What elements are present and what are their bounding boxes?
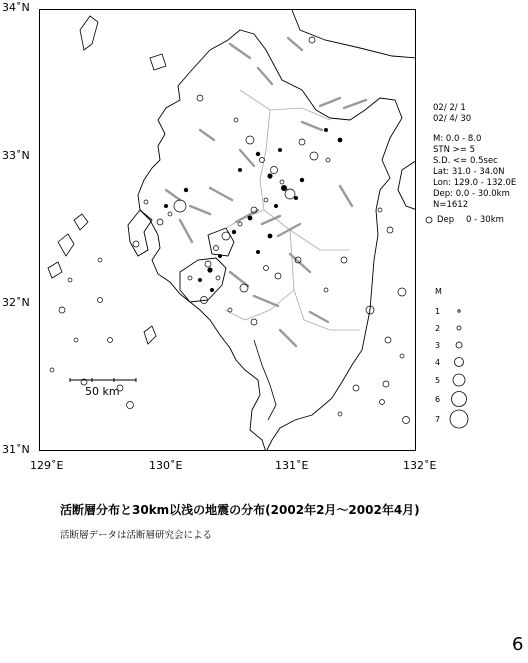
magnitude-legend-3: 3 (435, 341, 441, 350)
kyushu-coastline (138, 30, 402, 451)
goto-islands (48, 214, 88, 278)
figure-note: 活断層データは活断層研究会による (60, 530, 213, 541)
lon-label-129: 129˚E (30, 459, 64, 472)
magnitude-legend-4: 4 (435, 358, 441, 367)
info-stn: STN >= 5 (433, 145, 476, 155)
magnitude-legend-6: 6 (435, 395, 441, 404)
info-count: N=1612 (433, 200, 469, 210)
depth-legend-label: Dep (437, 215, 455, 225)
scale-bar (70, 378, 136, 382)
lat-label-34: 34˚N (2, 1, 30, 14)
koshiki-islands (144, 326, 156, 344)
lat-label-33: 33˚N (2, 149, 30, 162)
iki-island (150, 54, 166, 70)
magnitude-legend-5: 5 (435, 376, 441, 385)
lon-label-130: 130˚E (149, 459, 183, 472)
active-faults (166, 38, 366, 346)
info-dep: Dep: 0.0 - 30.0km (433, 189, 510, 199)
prefecture-borders (225, 90, 360, 330)
info-lon: Lon: 129.0 - 132.0E (433, 178, 517, 188)
tsushima-island (80, 16, 98, 50)
seismicity-map (39, 9, 416, 451)
lat-label-31: 31˚N (2, 443, 30, 456)
shimabara-peninsula (208, 228, 234, 256)
honshu-coast (292, 10, 416, 58)
depth-legend-range: 0 - 30km (466, 215, 504, 225)
magnitude-legend-2: 2 (435, 324, 441, 333)
figure-title: 活断層分布と30km以浅の地震の分布(2002年2月～2002年4月) (60, 503, 420, 517)
magnitude-legend-title: M (435, 287, 442, 296)
magnitude-legend-circles (446, 300, 476, 430)
scale-label: 50 km (85, 385, 120, 398)
lon-label-131: 131˚E (275, 459, 309, 472)
shikoku-coast (398, 160, 416, 210)
epicenters (50, 37, 410, 424)
magnitude-legend-1: 1 (435, 307, 441, 316)
info-date-start: 02/ 2/ 1 (433, 103, 466, 113)
info-date-end: 02/ 4/ 30 (433, 114, 472, 124)
depth-legend-symbol (423, 214, 435, 226)
info-sd: S.D. <= 0.5sec (433, 156, 498, 166)
info-magnitude: M: 0.0 - 8.0 (433, 134, 482, 144)
nagasaki-peninsula (128, 210, 152, 256)
lon-label-132: 132˚E (403, 459, 437, 472)
lat-label-32: 32˚N (2, 296, 30, 309)
info-lat: Lat: 31.0 - 34.0N (433, 167, 505, 177)
magnitude-legend-7: 7 (435, 415, 441, 424)
page-number: 6 (512, 634, 524, 655)
